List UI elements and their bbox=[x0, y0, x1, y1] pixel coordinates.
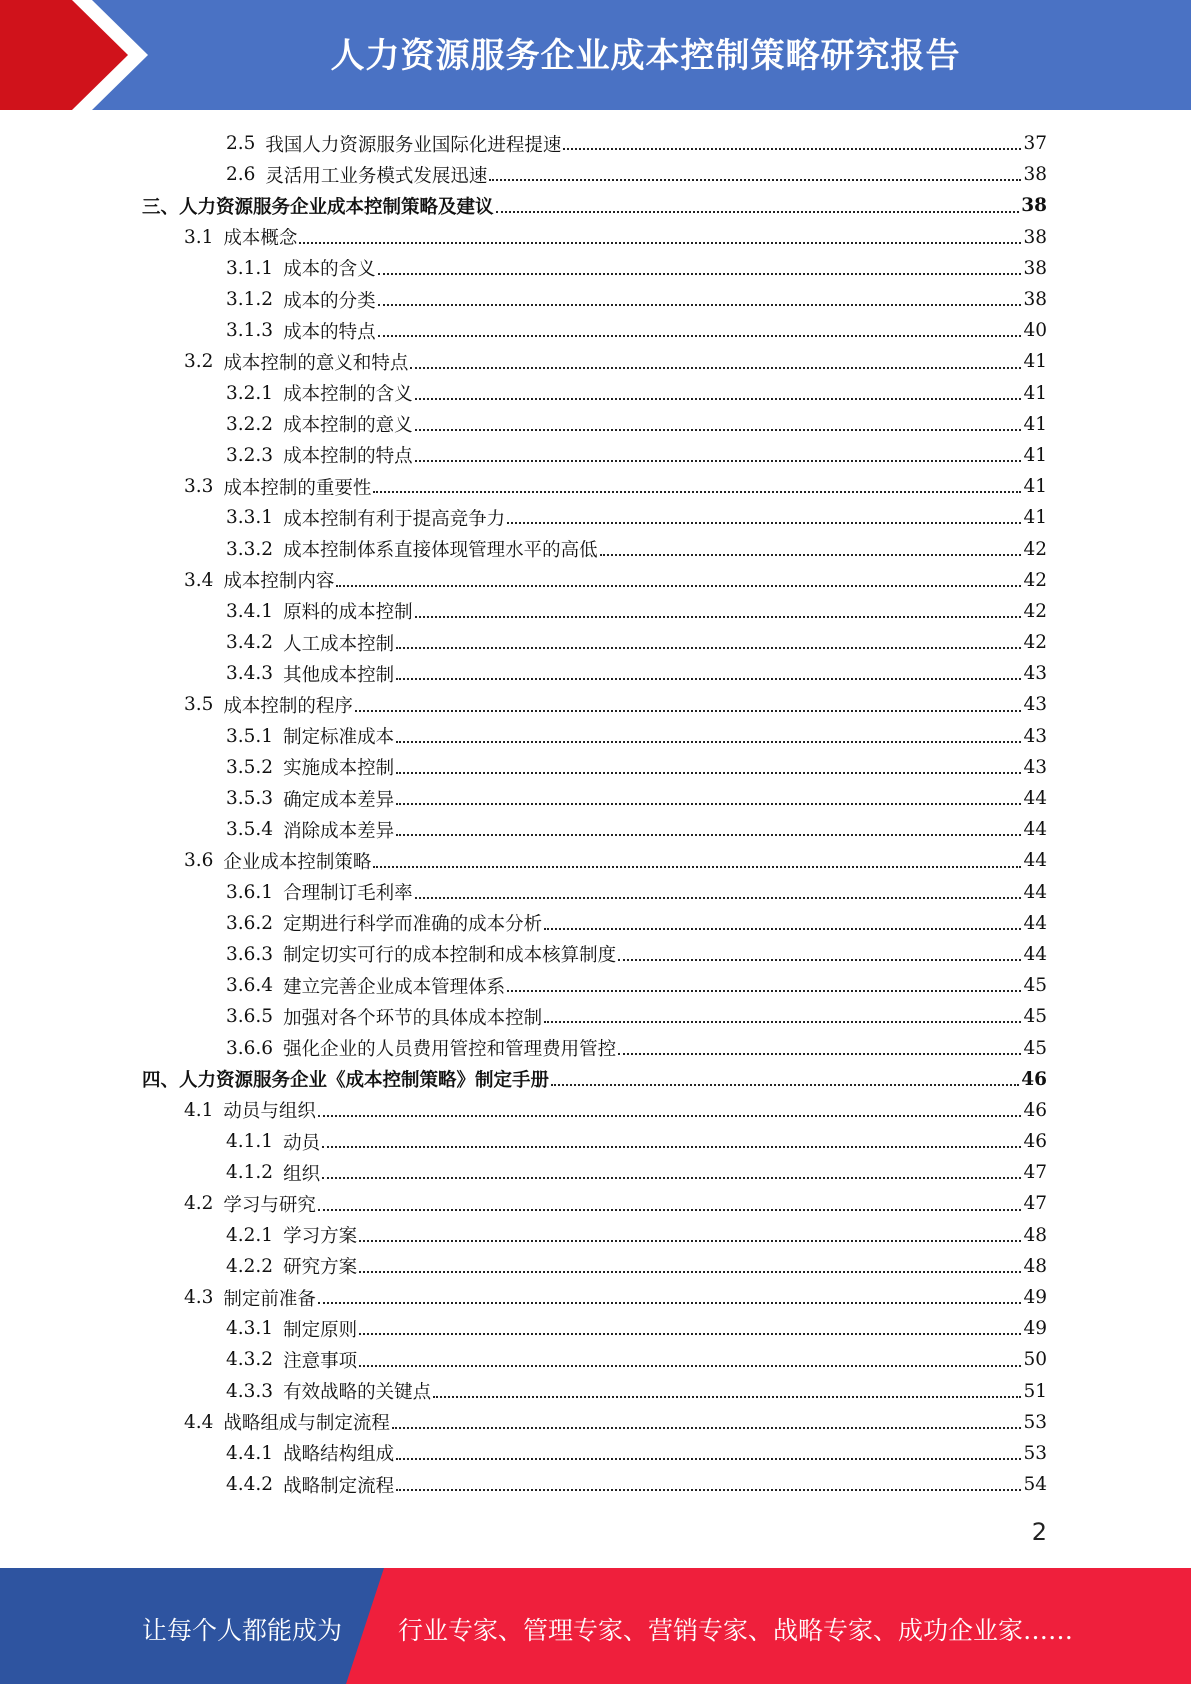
toc-entry-title: 学习方案 bbox=[283, 1226, 358, 1248]
toc-entry-title: 建立完善企业成本管理体系 bbox=[283, 976, 506, 998]
toc-entry-number: 3.6.1 bbox=[226, 881, 274, 903]
toc-entry-page: 53 bbox=[1023, 1411, 1047, 1433]
toc-entry-number: 3.6.6 bbox=[226, 1037, 274, 1059]
toc-dot-leader bbox=[359, 1365, 1021, 1367]
toc-entry-number: 3.2 bbox=[184, 351, 214, 373]
header-banner bbox=[0, 0, 1191, 110]
toc-entry[interactable] bbox=[0, 596, 1191, 627]
toc-entry[interactable] bbox=[0, 1188, 1191, 1219]
toc-entry-number: 3.2.3 bbox=[226, 444, 274, 466]
toc-dot-leader bbox=[299, 242, 1021, 244]
toc-entry-title: 原料的成本控制 bbox=[283, 602, 413, 624]
toc-entry-title: 战略组成与制定流程 bbox=[223, 1413, 390, 1435]
toc-entry-title: 实施成本控制 bbox=[283, 758, 395, 780]
toc-dot-leader bbox=[396, 834, 1021, 836]
toc-dot-leader bbox=[396, 1458, 1021, 1460]
toc-entry[interactable] bbox=[0, 1344, 1191, 1375]
toc-entry-page: 49 bbox=[1023, 1287, 1047, 1309]
toc-entry-title: 制定标准成本 bbox=[283, 727, 395, 749]
toc-entry-number: 4.2 bbox=[184, 1193, 214, 1215]
toc-entry-number: 3.5.3 bbox=[226, 788, 274, 810]
toc-entry-title: 成本的特点 bbox=[283, 321, 376, 343]
toc-entry-page: 44 bbox=[1023, 788, 1047, 810]
toc-entry[interactable] bbox=[0, 752, 1191, 783]
toc-dot-leader bbox=[410, 367, 1021, 369]
toc-entry-page: 43 bbox=[1023, 756, 1047, 778]
toc-entry-number: 4.3.3 bbox=[226, 1380, 274, 1402]
toc-entry[interactable] bbox=[0, 1313, 1191, 1344]
toc-entry[interactable] bbox=[0, 1157, 1191, 1188]
toc-entry[interactable] bbox=[0, 1282, 1191, 1313]
toc-entry-number: 3.5.4 bbox=[226, 819, 274, 841]
toc-entry-page: 46 bbox=[1023, 1099, 1047, 1121]
toc-entry-page: 49 bbox=[1023, 1318, 1047, 1340]
toc-dot-leader bbox=[507, 990, 1021, 992]
toc-entry-page: 42 bbox=[1023, 600, 1047, 622]
toc-entry-title: 成本控制体系直接体现管理水平的高低 bbox=[283, 540, 598, 562]
toc-entry-number: 4.1 bbox=[184, 1099, 214, 1121]
toc-entry-page: 38 bbox=[1021, 195, 1047, 217]
toc-dot-leader bbox=[373, 866, 1021, 868]
toc-entry-title: 成本控制的意义 bbox=[283, 415, 413, 437]
toc-entry[interactable] bbox=[0, 689, 1191, 720]
toc-entry-number: 4.4.2 bbox=[226, 1474, 274, 1496]
toc-dot-leader bbox=[322, 1177, 1021, 1179]
toc-entry-page: 42 bbox=[1023, 538, 1047, 560]
toc-entry-number: 3.6.2 bbox=[226, 912, 274, 934]
toc-entry-title: 制定切实可行的成本控制和成本核算制度 bbox=[283, 945, 617, 967]
toc-entry-page: 41 bbox=[1023, 351, 1047, 373]
toc-entry-number: 4.3.2 bbox=[226, 1349, 274, 1371]
toc-dot-leader bbox=[396, 678, 1021, 680]
toc-entry-title: 灵活用工业务模式发展迅速 bbox=[265, 165, 488, 187]
toc-entry-title: 成本概念 bbox=[223, 228, 298, 250]
toc-entry[interactable] bbox=[0, 315, 1191, 346]
toc-entry-number: 4.4 bbox=[184, 1411, 214, 1433]
toc-entry[interactable] bbox=[0, 783, 1191, 814]
toc-dot-leader bbox=[396, 741, 1021, 743]
toc-entry[interactable] bbox=[0, 222, 1191, 253]
toc-entry[interactable] bbox=[0, 502, 1191, 533]
toc-entry-title: 成本控制的程序 bbox=[223, 695, 353, 717]
toc-dot-leader bbox=[396, 1489, 1021, 1491]
toc-entry-title: 成本控制的含义 bbox=[283, 384, 413, 406]
toc-entry-page: 44 bbox=[1023, 912, 1047, 934]
toc-dot-leader bbox=[415, 398, 1022, 400]
toc-dot-leader bbox=[378, 304, 1022, 306]
toc-dot-leader bbox=[378, 273, 1022, 275]
toc-entry[interactable] bbox=[0, 1001, 1191, 1032]
toc-entry-page: 38 bbox=[1023, 164, 1047, 186]
toc-entry[interactable] bbox=[0, 1126, 1191, 1157]
toc-entry[interactable] bbox=[0, 565, 1191, 596]
toc-entry-number: 3.5.2 bbox=[226, 756, 274, 778]
toc-entry[interactable] bbox=[0, 471, 1191, 502]
toc-entry-page: 43 bbox=[1023, 694, 1047, 716]
toc-dot-leader bbox=[415, 429, 1022, 431]
toc-entry-title: 消除成本差异 bbox=[283, 820, 395, 842]
toc-entry-page: 44 bbox=[1023, 850, 1047, 872]
toc-entry[interactable] bbox=[0, 253, 1191, 284]
toc-dot-leader bbox=[600, 554, 1022, 556]
toc-entry-page: 38 bbox=[1023, 289, 1047, 311]
toc-entry-number: 4.3.1 bbox=[226, 1318, 274, 1340]
footer-slogan-right: 行业专家、管理专家、营销专家、战略专家、成功企业家…… bbox=[398, 1616, 1074, 1645]
toc-entry[interactable] bbox=[0, 1251, 1191, 1282]
toc-entry-title: 定期进行科学而准确的成本分析 bbox=[283, 914, 543, 936]
toc-entry-title: 成本控制有利于提高竞争力 bbox=[283, 508, 506, 530]
toc-entry-page: 50 bbox=[1023, 1349, 1047, 1371]
toc-entry-title: 有效战略的关键点 bbox=[283, 1382, 432, 1404]
toc-entry-number: 3.5.1 bbox=[226, 725, 274, 747]
toc-dot-leader bbox=[396, 803, 1021, 805]
toc-entry-page: 45 bbox=[1023, 1037, 1047, 1059]
toc-entry-title: 四、人力资源服务企业《成本控制策略》制定手册 bbox=[142, 1070, 550, 1092]
toc-entry-number: 3.3.2 bbox=[226, 538, 274, 560]
toc-entry-title: 合理制订毛利率 bbox=[283, 883, 413, 905]
toc-chapter-entry[interactable] bbox=[0, 1064, 1191, 1095]
toc-dot-leader bbox=[433, 1396, 1021, 1398]
toc-dot-leader bbox=[378, 335, 1022, 337]
toc-entry-page: 44 bbox=[1023, 881, 1047, 903]
toc-entry-title: 确定成本差异 bbox=[283, 789, 395, 811]
toc-entry-page: 45 bbox=[1023, 1006, 1047, 1028]
toc-entry-number: 3.6.4 bbox=[226, 975, 274, 997]
toc-dot-leader bbox=[359, 1333, 1021, 1335]
toc-entry-title: 加强对各个环节的具体成本控制 bbox=[283, 1007, 543, 1029]
toc-entry-page: 37 bbox=[1023, 133, 1047, 155]
toc-dot-leader bbox=[396, 772, 1021, 774]
toc-entry[interactable] bbox=[0, 378, 1191, 409]
toc-entry[interactable] bbox=[0, 939, 1191, 970]
toc-entry-number: 2.5 bbox=[226, 133, 256, 155]
toc-entry-title: 成本控制内容 bbox=[223, 571, 335, 593]
toc-entry[interactable] bbox=[0, 346, 1191, 377]
toc-dot-leader bbox=[318, 1209, 1022, 1211]
toc-entry-title: 学习与研究 bbox=[223, 1194, 316, 1216]
toc-dot-leader bbox=[415, 460, 1022, 462]
toc-entry-number: 4.3 bbox=[184, 1287, 214, 1309]
toc-entry[interactable] bbox=[0, 1095, 1191, 1126]
toc-entry[interactable] bbox=[0, 409, 1191, 440]
header-red-chevron-shape bbox=[0, 0, 150, 110]
toc-entry-page: 42 bbox=[1023, 632, 1047, 654]
toc-entry-number: 3.1 bbox=[184, 226, 214, 248]
toc-entry-page: 51 bbox=[1023, 1380, 1047, 1402]
toc-dot-leader bbox=[359, 1271, 1021, 1273]
toc-entry-number: 3.4.2 bbox=[226, 632, 274, 654]
toc-chapter-entry[interactable] bbox=[0, 190, 1191, 221]
toc-entry-page: 47 bbox=[1023, 1193, 1047, 1215]
toc-dot-leader bbox=[618, 959, 1021, 961]
toc-entry-title: 战略制定流程 bbox=[283, 1475, 395, 1497]
toc-entry-page: 46 bbox=[1021, 1068, 1047, 1090]
toc-dot-leader bbox=[489, 179, 1021, 181]
toc-entry-number: 4.2.2 bbox=[226, 1255, 274, 1277]
toc-entry-page: 47 bbox=[1023, 1162, 1047, 1184]
toc-entry[interactable] bbox=[0, 814, 1191, 845]
toc-entry-page: 48 bbox=[1023, 1255, 1047, 1277]
toc-dot-leader bbox=[415, 897, 1022, 899]
toc-dot-leader bbox=[507, 522, 1021, 524]
toc-entry[interactable] bbox=[0, 128, 1191, 159]
toc-dot-leader bbox=[318, 1302, 1022, 1304]
toc-entry[interactable] bbox=[0, 159, 1191, 190]
toc-entry-number: 3.5 bbox=[184, 694, 214, 716]
toc-entry-title: 成本的分类 bbox=[283, 290, 376, 312]
toc-entry[interactable] bbox=[0, 1376, 1191, 1407]
toc-entry-number: 3.2.1 bbox=[226, 382, 274, 404]
toc-dot-leader bbox=[496, 211, 1020, 213]
toc-entry-number: 3.3.1 bbox=[226, 507, 274, 529]
toc-dot-leader bbox=[544, 928, 1021, 930]
toc-entry-number: 3.1.2 bbox=[226, 289, 274, 311]
toc-entry-number: 3.4.1 bbox=[226, 600, 274, 622]
toc-entry-page: 38 bbox=[1023, 257, 1047, 279]
toc-entry[interactable] bbox=[0, 533, 1191, 564]
toc-entry-title: 制定原则 bbox=[283, 1319, 358, 1341]
toc-entry-number: 3.2.2 bbox=[226, 413, 274, 435]
toc-entry-page: 54 bbox=[1023, 1474, 1047, 1496]
toc-entry-number: 3.6 bbox=[184, 850, 214, 872]
toc-entry-page: 41 bbox=[1023, 444, 1047, 466]
toc-entry-title: 成本控制的意义和特点 bbox=[223, 352, 409, 374]
toc-entry-number: 3.6.5 bbox=[226, 1006, 274, 1028]
toc-entry[interactable] bbox=[0, 440, 1191, 471]
report-title: 人力资源服务企业成本控制策略研究报告 bbox=[330, 36, 961, 76]
toc-dot-leader bbox=[618, 1053, 1021, 1055]
toc-entry-title: 制定前准备 bbox=[223, 1288, 316, 1310]
toc-entry[interactable] bbox=[0, 1220, 1191, 1251]
toc-dot-leader bbox=[392, 1427, 1022, 1429]
toc-entry-number: 2.6 bbox=[226, 164, 256, 186]
toc-entry-page: 44 bbox=[1023, 819, 1047, 841]
toc-entry[interactable] bbox=[0, 284, 1191, 315]
toc-entry-number: 4.2.1 bbox=[226, 1224, 274, 1246]
toc-entry-page: 38 bbox=[1023, 226, 1047, 248]
toc-entry-page: 40 bbox=[1023, 320, 1047, 342]
toc-entry[interactable] bbox=[0, 721, 1191, 752]
toc-entry-title: 注意事项 bbox=[283, 1350, 358, 1372]
toc-entry[interactable] bbox=[0, 1407, 1191, 1438]
toc-entry-title: 企业成本控制策略 bbox=[223, 851, 372, 873]
toc-entry-page: 45 bbox=[1023, 975, 1047, 997]
toc-entry[interactable] bbox=[0, 627, 1191, 658]
toc-entry[interactable] bbox=[0, 908, 1191, 939]
toc-entry-title: 成本控制的特点 bbox=[283, 446, 413, 468]
toc-entry-number: 3.3 bbox=[184, 476, 214, 498]
table-of-contents bbox=[0, 128, 1191, 1500]
toc-entry-title: 动员 bbox=[283, 1132, 321, 1154]
toc-dot-leader bbox=[563, 148, 1021, 150]
toc-entry-page: 41 bbox=[1023, 382, 1047, 404]
toc-entry-number: 3.4 bbox=[184, 569, 214, 591]
toc-entry-page: 41 bbox=[1023, 413, 1047, 435]
toc-entry-title: 人工成本控制 bbox=[283, 633, 395, 655]
toc-entry-title: 强化企业的人员费用管控和管理费用管控 bbox=[283, 1039, 617, 1061]
toc-entry-number: 3.1.3 bbox=[226, 320, 274, 342]
footer-slogan-left: 让每个人都能成为 bbox=[142, 1616, 343, 1645]
toc-dot-leader bbox=[396, 647, 1021, 649]
toc-entry-number: 3.4.3 bbox=[226, 663, 274, 685]
toc-entry-number: 4.4.1 bbox=[226, 1442, 274, 1464]
toc-entry[interactable] bbox=[0, 1032, 1191, 1063]
toc-entry-title: 动员与组织 bbox=[223, 1101, 316, 1123]
toc-dot-leader bbox=[415, 616, 1022, 618]
toc-entry-page: 41 bbox=[1023, 476, 1047, 498]
toc-dot-leader bbox=[322, 1146, 1021, 1148]
toc-entry[interactable] bbox=[0, 1469, 1191, 1500]
toc-entry-page: 42 bbox=[1023, 569, 1047, 591]
toc-entry-title: 战略结构组成 bbox=[283, 1444, 395, 1466]
toc-entry-page: 41 bbox=[1023, 507, 1047, 529]
toc-dot-leader bbox=[318, 1115, 1022, 1117]
toc-entry-title: 三、人力资源服务企业成本控制策略及建议 bbox=[142, 196, 494, 218]
toc-entry-title: 组织 bbox=[283, 1163, 321, 1185]
footer-banner bbox=[0, 1568, 1191, 1684]
toc-entry-number: 3.1.1 bbox=[226, 257, 274, 279]
toc-entry[interactable] bbox=[0, 970, 1191, 1001]
toc-entry-page: 43 bbox=[1023, 725, 1047, 747]
toc-entry-title: 其他成本控制 bbox=[283, 664, 395, 686]
toc-dot-leader bbox=[336, 585, 1021, 587]
toc-dot-leader bbox=[551, 1084, 1019, 1086]
toc-entry[interactable] bbox=[0, 658, 1191, 689]
toc-dot-leader bbox=[355, 710, 1022, 712]
toc-entry-number: 3.6.3 bbox=[226, 943, 274, 965]
toc-entry[interactable] bbox=[0, 845, 1191, 876]
toc-entry-title: 我国人力资源服务业国际化进程提速 bbox=[265, 134, 562, 156]
toc-entry-number: 4.1.1 bbox=[226, 1131, 274, 1153]
toc-entry[interactable] bbox=[0, 877, 1191, 908]
toc-dot-leader bbox=[544, 1021, 1021, 1023]
toc-entry-title: 研究方案 bbox=[283, 1257, 358, 1279]
page-number: 2 bbox=[1031, 1518, 1047, 1546]
toc-entry-page: 53 bbox=[1023, 1442, 1047, 1464]
toc-entry-page: 48 bbox=[1023, 1224, 1047, 1246]
toc-entry-number: 4.1.2 bbox=[226, 1162, 274, 1184]
toc-entry-page: 43 bbox=[1023, 663, 1047, 685]
toc-dot-leader bbox=[359, 1240, 1021, 1242]
toc-entry-page: 44 bbox=[1023, 943, 1047, 965]
toc-dot-leader bbox=[373, 491, 1021, 493]
toc-entry-page: 46 bbox=[1023, 1131, 1047, 1153]
toc-entry[interactable] bbox=[0, 1438, 1191, 1469]
toc-entry-title: 成本的含义 bbox=[283, 259, 376, 281]
toc-entry-title: 成本控制的重要性 bbox=[223, 477, 372, 499]
